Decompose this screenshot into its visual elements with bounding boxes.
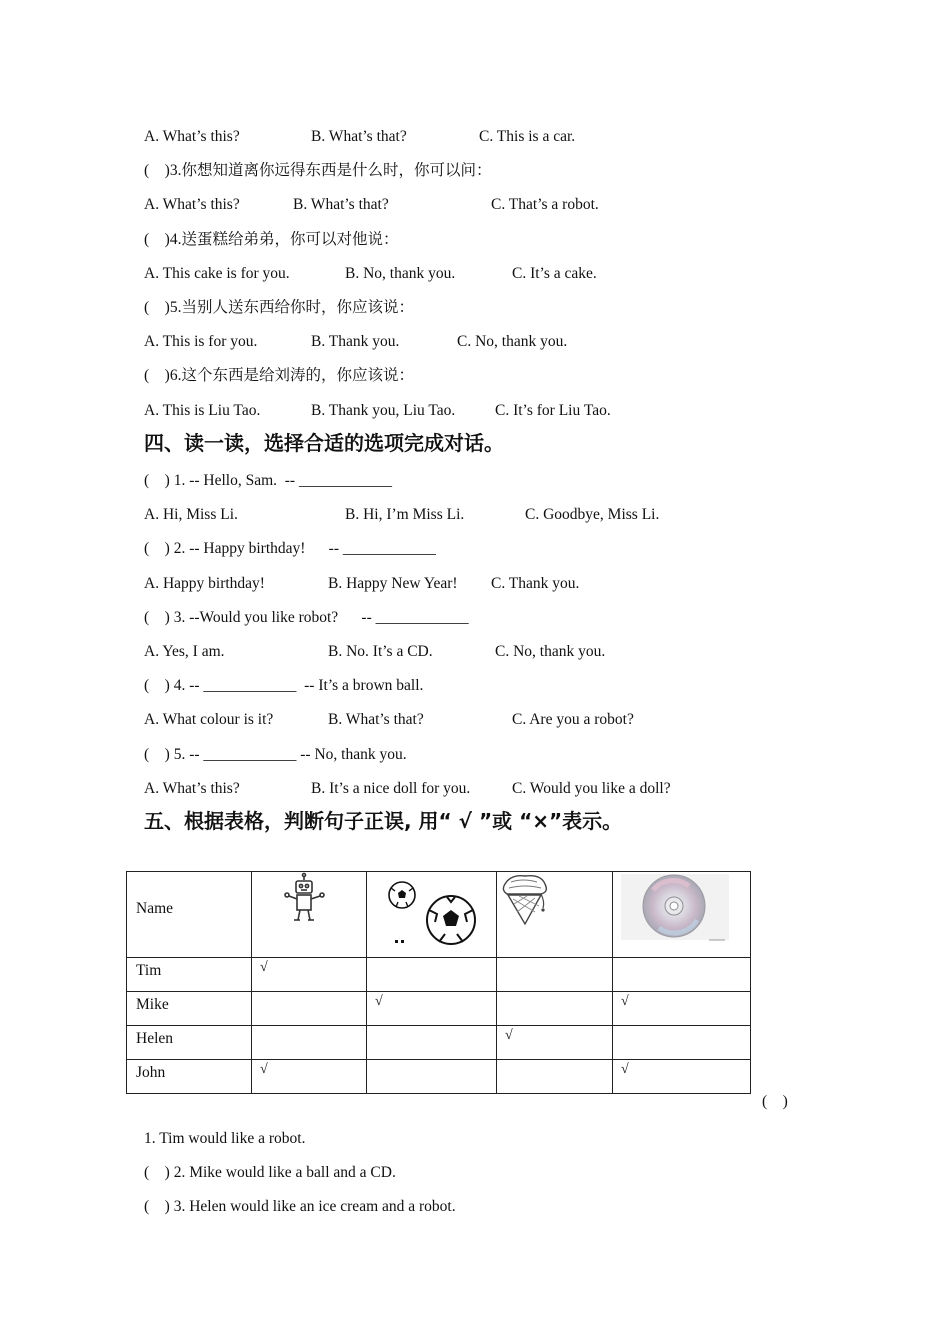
mark-cell xyxy=(613,992,751,1026)
statement-line: ( ) 2. Mike would like a ball and a CD. xyxy=(144,1164,396,1182)
mark-cell xyxy=(367,992,497,1026)
name-header-cell xyxy=(127,872,252,958)
statement-line: ( ) 3. Helen would like an ice cream and a robot. xyxy=(144,1198,456,1216)
icecream-picture-cell xyxy=(497,872,613,958)
answer-option: B. What’s that? xyxy=(328,711,424,729)
question-text: ( )4.送蛋糕给弟弟，你可以对他说： xyxy=(144,230,399,248)
answer-option: A. Yes, I am. xyxy=(144,643,225,660)
ball-picture-cell xyxy=(367,872,497,958)
question-text: ( ) 1. -- Hello, Sam. -- ____________ xyxy=(144,472,392,489)
check-mark: √ xyxy=(621,1062,629,1077)
question-text: ( )6.这个东西是给刘涛的，你应该说： xyxy=(144,367,414,385)
mark-cell xyxy=(497,1026,613,1060)
name-cell xyxy=(127,992,252,1026)
answer-option: C. It’s a cake. xyxy=(512,264,597,282)
section-4-title: 四、读一读，选择合适的选项完成对话。 xyxy=(144,431,504,455)
answer-option: C. This is a car. xyxy=(479,128,576,145)
name-cell xyxy=(127,958,252,992)
answer-option: C. Goodbye, Miss Li. xyxy=(525,506,660,524)
name-cell xyxy=(127,1060,252,1094)
mark-cell xyxy=(367,958,497,992)
question-text: ( ) 3. --Would you like robot? -- ____________ xyxy=(144,608,469,626)
mark-cell xyxy=(252,1026,367,1060)
question-text: ( ) 5. -- ____________ -- No, thank you. xyxy=(144,745,407,763)
question-text: ( ) 4. -- ____________ -- It’s a brown ball. xyxy=(144,677,424,695)
table-row xyxy=(127,1060,751,1094)
name-cell xyxy=(127,1026,252,1060)
student-name: Mike xyxy=(136,996,169,1013)
answer-option: A. What colour is it? xyxy=(144,711,274,729)
answer-option: B. No. It’s a CD. xyxy=(328,643,433,660)
cd-icon xyxy=(613,872,750,952)
mark-cell xyxy=(367,1060,497,1094)
check-mark: √ xyxy=(375,994,383,1009)
mark-cell xyxy=(252,992,367,1026)
mark-cell xyxy=(252,958,367,992)
ice-cream-icon xyxy=(497,872,612,952)
answer-option: A. This cake is for you. xyxy=(144,264,290,282)
preference-table xyxy=(126,871,751,1094)
answer-option: A. This is for you. xyxy=(144,333,258,351)
statement-line: 1. Tim would like a robot. xyxy=(144,1130,306,1147)
mark-cell xyxy=(367,1026,497,1060)
answer-option: C. Would you like a doll? xyxy=(512,779,671,797)
robot-picture-cell xyxy=(252,872,367,958)
question-text: ( )5.当别人送东西给你时，你应该说： xyxy=(144,299,414,316)
question-text: ( ) 2. -- Happy birthday! -- ____________ xyxy=(144,540,436,558)
answer-option: A. Happy birthday! xyxy=(144,574,265,592)
answer-option: A. This is Liu Tao. xyxy=(144,401,261,419)
check-mark: √ xyxy=(260,960,268,975)
answer-option: B. Happy New Year! xyxy=(328,574,458,592)
mark-cell xyxy=(613,1026,751,1060)
answer-option: B. What’s that? xyxy=(311,128,407,145)
answer-option: B. Hi, I’m Miss Li. xyxy=(345,506,465,524)
question-text: ( )3.你想知道离你远得东西是什么时，你可以问： xyxy=(144,162,492,180)
student-name: Helen xyxy=(136,1030,174,1047)
answer-option: C. Are you a robot? xyxy=(512,711,634,729)
mark-cell xyxy=(252,1060,367,1094)
answer-option: C. Thank you. xyxy=(491,574,580,592)
answer-paren: ( ) xyxy=(762,1093,788,1110)
mark-cell xyxy=(497,958,613,992)
answer-option: B. No, thank you. xyxy=(345,264,456,282)
robot-icon xyxy=(252,872,366,952)
answer-option: A. What’s this? xyxy=(144,779,240,797)
check-mark: √ xyxy=(621,994,629,1009)
mark-cell xyxy=(613,958,751,992)
check-mark: √ xyxy=(260,1062,268,1077)
answer-option: A. Hi, Miss Li. xyxy=(144,506,238,524)
cd-picture-cell xyxy=(613,872,751,958)
answer-option: C. It’s for Liu Tao. xyxy=(495,401,611,419)
answer-option: A. What’s this? xyxy=(144,128,240,145)
table-row xyxy=(127,1026,751,1060)
table-row xyxy=(127,958,751,992)
mark-cell xyxy=(613,1060,751,1094)
answer-option: A. What’s this? xyxy=(144,196,240,214)
answer-option: C. No, thank you. xyxy=(495,643,606,660)
check-mark: √ xyxy=(505,1028,513,1043)
mark-cell xyxy=(497,1060,613,1094)
answer-option: B. It’s a nice doll for you. xyxy=(311,779,471,797)
student-name: John xyxy=(136,1064,166,1081)
section-5-title: 五、根据表格，判断句子正误, 用“ √ ”或 “×”表示。 xyxy=(144,809,623,833)
answer-option: C. No, thank you. xyxy=(457,333,568,351)
table-row xyxy=(127,992,751,1026)
name-header: Name xyxy=(136,900,174,917)
answer-option: B. What’s that? xyxy=(293,196,389,214)
football-icon xyxy=(367,872,496,952)
answer-option: B. Thank you. xyxy=(311,333,400,351)
table-body xyxy=(127,958,751,1094)
answer-option: B. Thank you, Liu Tao. xyxy=(311,401,456,419)
table-header-row xyxy=(127,872,751,958)
mark-cell xyxy=(497,992,613,1026)
answer-option: C. That’s a robot. xyxy=(491,196,599,214)
student-name: Tim xyxy=(136,962,162,979)
